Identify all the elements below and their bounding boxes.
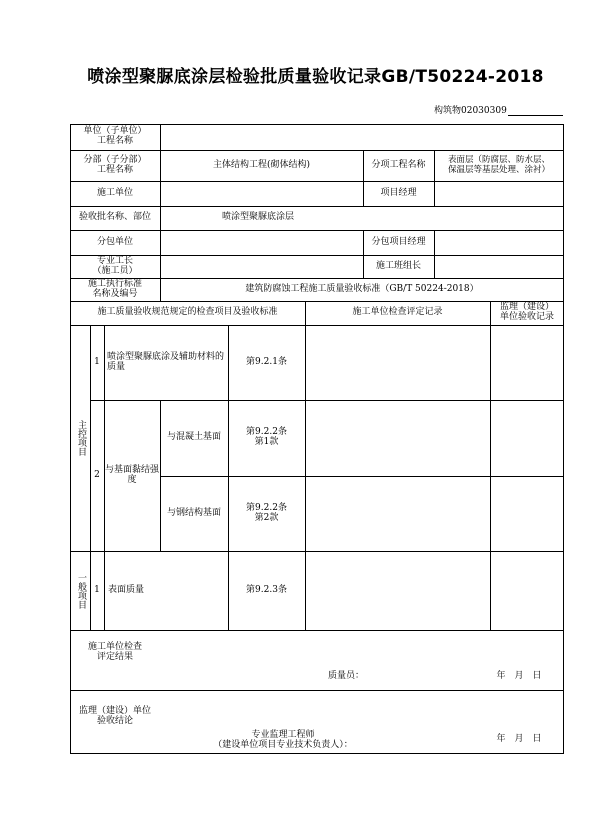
check-date: 年 月 日: [496, 671, 542, 682]
sub-pm-label: 分包项目经理: [371, 236, 426, 247]
engineer-label: 专业监理工程师 （建设单位项目专业技术负责人）：: [213, 730, 353, 750]
main-item-1-clause: 第9.2.1条: [246, 356, 287, 367]
main-item-2-sub-1-clause: 第9.2.2条 第1款: [246, 427, 287, 447]
main-item-2-sub-2-clause: 第9.2.2条 第2款: [246, 502, 287, 523]
general-items-label: 一般项目: [75, 572, 86, 609]
sub-contractor-label: 分包单位: [96, 236, 133, 247]
form-code: 构筑物02030309: [434, 106, 507, 116]
standard-label: 施工执行标准 名称及编号: [87, 278, 142, 299]
pm-label: 项目经理: [380, 187, 417, 198]
foreman-label: 专业工长 （施工员）: [92, 255, 138, 276]
check-result-label: 施工单位检查 评定结果: [87, 642, 142, 662]
inspector-label: 质量员：: [327, 671, 364, 682]
team-leader-label: 施工班组长: [375, 260, 421, 271]
subitem-value: 表面层（防腐层、防水层、 保温层等基层处理、涂衬）: [447, 155, 550, 175]
eval-header: 施工单位检查评定记录: [352, 307, 443, 318]
main-item-2-sub-2-text: 与钢结构基面: [166, 507, 221, 518]
subitem-label: 分项工程名称: [371, 159, 426, 170]
contractor-label: 施工单位: [96, 187, 133, 198]
main-item-2-sub-1-text: 与混凝土基面: [166, 432, 221, 443]
main-item-2-no: 2: [94, 469, 100, 480]
standard-value: 建筑防腐蚀工程施工质量验收标准（GB/T 50224-2018）: [245, 283, 479, 294]
code-underline: [508, 115, 563, 116]
accept-date: 年 月 日: [496, 734, 542, 745]
main-item-1-text: 喷涂型聚脲底涂及辅助材料的质量: [107, 351, 225, 372]
general-item-1-text: 表面质量: [108, 584, 145, 595]
main-item-1-no: 1: [94, 356, 100, 367]
page-title: 喷涂型聚脲底涂层检验批质量验收记录GB/T50224-2018: [87, 67, 544, 87]
general-item-1-clause: 第9.2.3条: [246, 584, 287, 595]
batch-value: 喷涂型聚脲底涂层: [222, 212, 295, 223]
unit-label: 单位（子单位） 工程名称: [83, 126, 147, 146]
batch-label: 验收批名称、部位: [78, 212, 151, 223]
general-item-1-no: 1: [94, 584, 100, 595]
main-item-2-text: 与基面黏结强度: [104, 464, 159, 485]
supervise-header: 监理（建设） 单位验收记录: [499, 302, 554, 322]
acceptance-label: 监理（建设）单位 验收结论: [78, 706, 151, 726]
main-items-label: 主控项目: [75, 420, 86, 456]
subunit-value: 主体结构工程(砌体结构): [212, 159, 311, 170]
subunit-label: 分部（子分部） 工程名称: [83, 154, 147, 175]
spec-header: 施工质量验收规范规定的检查项目及验收标准: [97, 307, 278, 318]
